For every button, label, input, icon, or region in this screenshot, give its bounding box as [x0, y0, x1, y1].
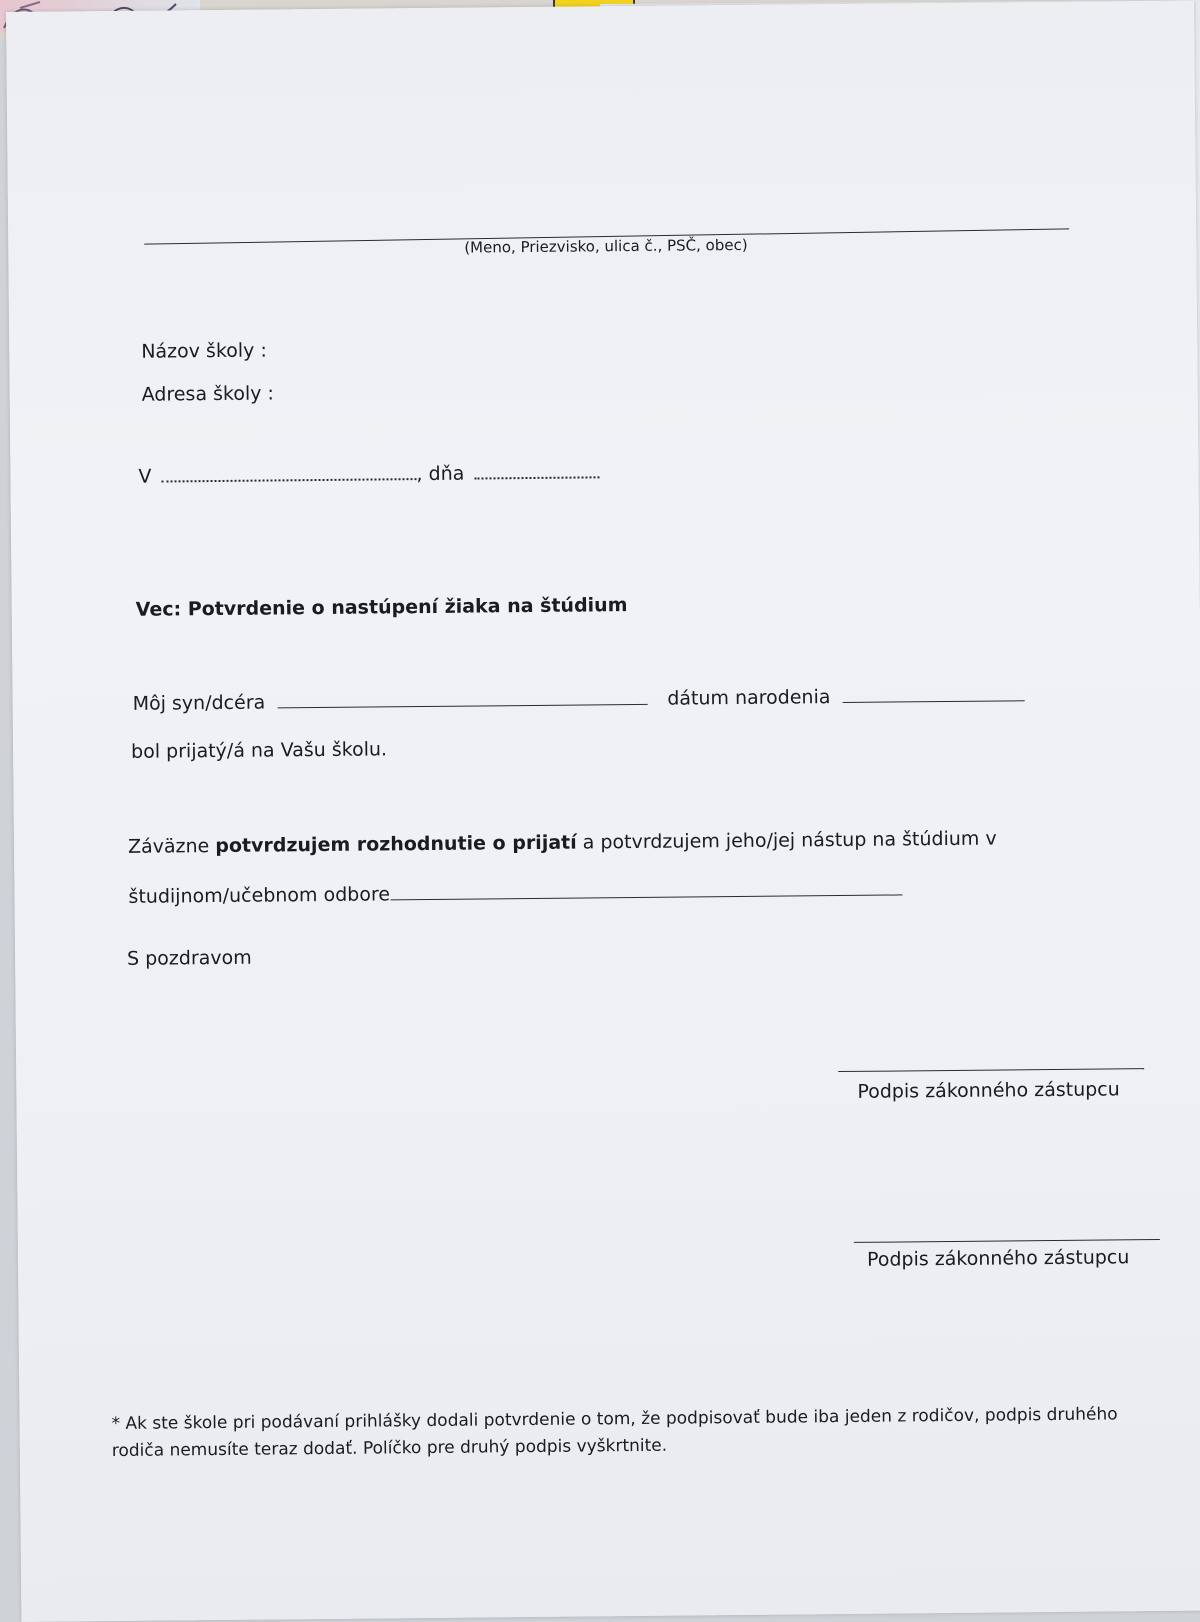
- sender-address-caption: (Meno, Priezvisko, ulica č., PSČ, obec): [464, 235, 748, 257]
- second-signature-label: Podpis zákonného zástupcu: [866, 1246, 1130, 1271]
- confirmation-intro: Záväzne: [127, 835, 210, 858]
- birth-date-label: dátum narodenia: [667, 686, 831, 710]
- place-label: V: [138, 465, 152, 488]
- confirmation-rest: a potvrdzujem jeho/jej nástup na štúdium v: [582, 827, 997, 854]
- child-row: [133, 684, 1025, 715]
- closing-text: S pozdravom: [126, 946, 252, 970]
- study-field-row: [128, 878, 902, 907]
- footnote: [111, 1401, 1118, 1465]
- confirmation-sentence: [128, 828, 997, 858]
- school-address-label: Adresa školy :: [141, 382, 274, 406]
- first-signature-label: Podpis zákonného zástupcu: [857, 1078, 1120, 1103]
- school-name-label: Názov školy :: [141, 339, 267, 363]
- document-page: [6, 1, 1200, 1622]
- study-field-label: študijnom/učebnom odbore: [128, 883, 391, 908]
- second-signature-line[interactable]: [854, 1239, 1160, 1243]
- footnote-line-1: * Ak ste škole pri podávaní prihlášky dodali potvrdenie o tom, že podpisovať bude iba jeden z rodičov, podpis druhého: [111, 1404, 1118, 1435]
- date-field[interactable]: [474, 462, 599, 479]
- confirmation-bold: potvrdzujem rozhodnutie o prijatí: [215, 831, 577, 858]
- first-signature-line[interactable]: [838, 1068, 1144, 1072]
- place-field[interactable]: [161, 464, 416, 482]
- child-name-field[interactable]: [277, 688, 647, 709]
- birth-date-field[interactable]: [842, 684, 1024, 703]
- place-date-row: [138, 461, 599, 487]
- date-label: dňa: [428, 462, 465, 485]
- study-field-input[interactable]: [390, 878, 902, 900]
- footnote-line-2: rodiča nemusíte teraz dodať. Políčko pre druhý podpis vyškrtnite.: [111, 1435, 668, 1462]
- admitted-text: bol prijatý/á na Vašu školu.: [131, 738, 388, 763]
- child-label: Môj syn/dcéra: [132, 691, 266, 715]
- subject-heading: Vec: Potvrdenie o nastúpení žiaka na štúdium: [135, 594, 628, 621]
- place-comma: ,: [416, 463, 423, 486]
